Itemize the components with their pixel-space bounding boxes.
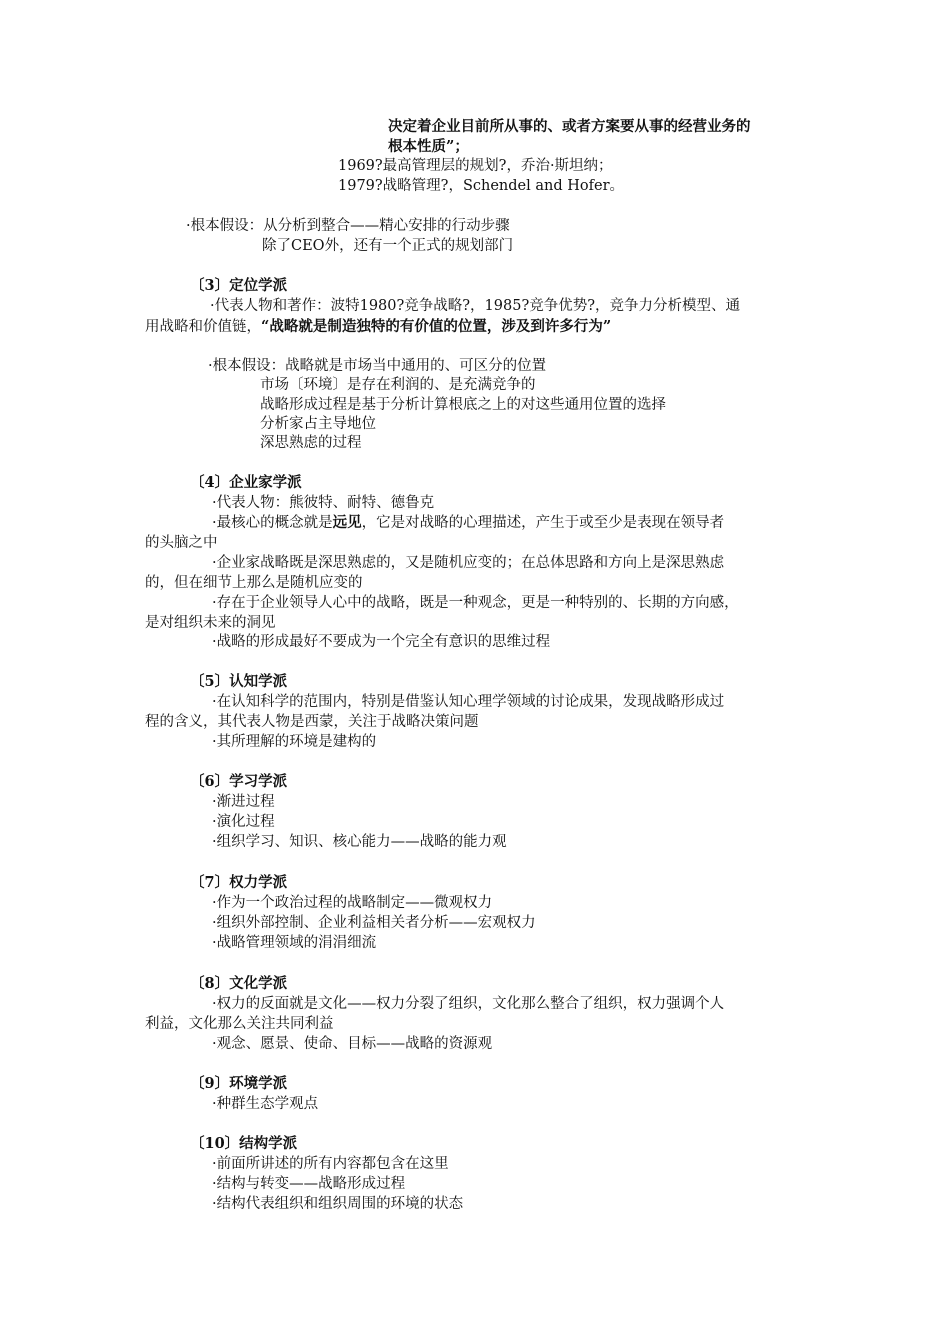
bullet-line: ·组织外部控制、企业利益相关者分析——宏观权力 xyxy=(212,915,536,931)
bullet-text: ·最核心的概念就是 xyxy=(212,515,333,531)
bullet-line: ·渐进过程 xyxy=(212,794,275,810)
bullet-line: ·战略管理领域的涓涓细流 xyxy=(212,935,377,951)
bullet-line: 利益，文化那么关注共同利益 xyxy=(145,1016,334,1032)
reference-line: 1979?战略管理?，Schendel and Hofer。 xyxy=(338,178,624,194)
assumption-line: ·根本假设：从分析到整合——精心安排的行动步骤 xyxy=(186,218,510,234)
section-heading: 〔3〕定位学派 xyxy=(190,277,288,294)
section-heading: 〔5〕认知学派 xyxy=(190,673,288,690)
bullet-text: 用战略和价值链， xyxy=(145,319,261,335)
bullet-line: ·代表人物：熊彼特、耐特、德鲁克 xyxy=(212,495,435,511)
section-heading: 〔9〕环境学派 xyxy=(190,1075,288,1092)
bullet-line: ·结构与转变——战略形成过程 xyxy=(212,1176,406,1192)
bullet-line: ·组织学习、知识、核心能力——战略的能力观 xyxy=(212,834,507,850)
bullet-line: ·战略的形成最好不要成为一个完全有意识的思维过程 xyxy=(212,634,551,650)
bullet-line: ·在认知科学的范围内，特别是借鉴认知心理学领域的讨论成果，发现战略形成过 xyxy=(212,694,725,710)
bullet-line: ·演化过程 xyxy=(212,814,275,830)
bullet-line xyxy=(145,317,611,337)
assumption-line: 除了CEO外，还有一个正式的规划部门 xyxy=(262,238,514,254)
bullet-line: ·作为一个政治过程的战略制定——微观权力 xyxy=(212,895,493,911)
quote-line: 根本性质”； xyxy=(388,138,469,155)
bullet-line: ·代表人物和著作：波特1980?竞争战略?，1985?竞争优势?，竞争力分析模型、通 xyxy=(210,298,741,314)
strategy-quote: “战略就是制造独特的有价值的位置，涉及到许多行为” xyxy=(261,318,612,335)
assumption-line: 深思熟虑的过程 xyxy=(260,435,362,451)
bullet-line: ·结构代表组织和组织周围的环境的状态 xyxy=(212,1196,464,1212)
section-heading: 〔8〕文化学派 xyxy=(190,975,288,992)
section-heading: 〔10〕结构学派 xyxy=(190,1135,298,1152)
bullet-line: ·种群生态学观点 xyxy=(212,1096,319,1112)
bullet-line: 的，但在细节上那么是随机应变的 xyxy=(145,575,363,591)
bullet-line: 程的含义，其代表人物是西蒙，关注于战略决策问题 xyxy=(145,714,479,730)
bullet-line xyxy=(212,513,724,533)
bullet-line: ·权力的反面就是文化——权力分裂了组织，文化那么整合了组织，权力强调个人 xyxy=(212,996,725,1012)
reference-line: 1969?最高管理层的规划?，乔治·斯坦纳； xyxy=(338,158,613,174)
assumption-line: 分析家占主导地位 xyxy=(260,416,376,432)
bullet-text: ，它是对战略的心理描述，产生于或至少是表现在领导者 xyxy=(361,515,725,531)
assumption-line: 战略形成过程是基于分析计算根底之上的对这些通用位置的选择 xyxy=(260,397,666,413)
bullet-line: ·观念、愿景、使命、目标——战略的资源观 xyxy=(212,1036,493,1052)
section-heading: 〔7〕权力学派 xyxy=(190,874,288,891)
quote-line: 决定着企业目前所从事的、或者方案要从事的经营业务的 xyxy=(388,118,751,135)
assumption-line: 市场〔环境〕是存在利润的、是充满竞争的 xyxy=(260,377,536,393)
bullet-line: 的头脑之中 xyxy=(145,535,218,551)
bullet-line: ·存在于企业领导人心中的战略，既是一种观念，更是一种特别的、长期的方向感， xyxy=(212,595,739,611)
section-heading: 〔6〕学习学派 xyxy=(190,773,288,790)
bullet-line: 是对组织未来的洞见 xyxy=(145,615,276,631)
bullet-line: ·其所理解的环境是建构的 xyxy=(212,734,377,750)
key-term: 远见 xyxy=(332,514,362,531)
section-heading: 〔4〕企业家学派 xyxy=(190,474,302,491)
assumption-line: ·根本假设：战略就是市场当中通用的、可区分的位置 xyxy=(208,358,547,374)
bullet-line: ·前面所讲述的所有内容都包含在这里 xyxy=(212,1156,449,1172)
bullet-line: ·企业家战略既是深思熟虑的，又是随机应变的；在总体思路和方向上是深思熟虑 xyxy=(212,555,725,571)
